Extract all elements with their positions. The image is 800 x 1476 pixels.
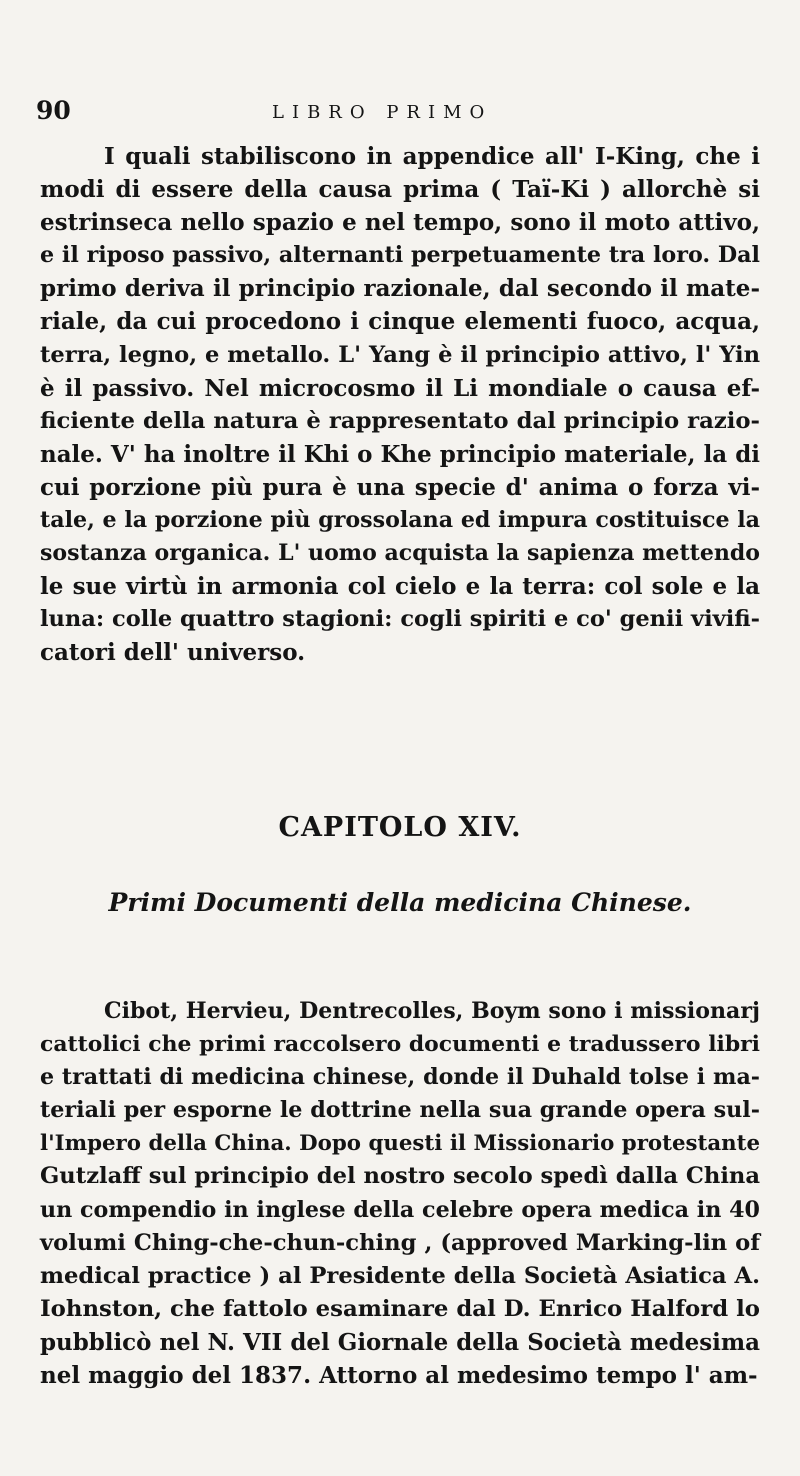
text-line: terra, legno, e metallo. L' Yang è il principio attivo, l' Yin <box>40 341 760 368</box>
text-line: sostanza organica. L' uomo acquista la sapienza mettendo <box>40 540 760 567</box>
text-line: nel maggio del 1837. Attorno al medesimo tempo l' am- <box>40 1362 758 1390</box>
text-line: primo deriva il principio razionale, dal secondo il mate- <box>40 275 760 303</box>
text-line: Gutzlaff sul principio del nostro secolo spedì dalla China <box>40 1163 760 1190</box>
text-line: modi di essere della causa prima ( Taï-Ki ) allorchè si <box>40 176 760 204</box>
text-line: ficiente della natura è rappresentato dal principio razio- <box>40 407 760 434</box>
text-line: le sue virtù in armonia col cielo e la terra: col sole e la <box>40 573 760 601</box>
text-line: estrinseca nello spazio e nel tempo, sono il moto attivo, <box>40 209 760 237</box>
paragraph-2 <box>40 995 760 1392</box>
text-line: luna: colle quattro stagioni: cogli spiriti e co' genii vivifi- <box>40 606 760 633</box>
text-line: pubblicò nel N. VII del Giornale della Società medesima <box>40 1328 760 1356</box>
text-line: Cibot, Hervieu, Dentrecolles, Boym sono i missionarj <box>104 998 760 1024</box>
text-line: e il riposo passivo, alternanti perpetuamente tra loro. Dal <box>40 242 760 269</box>
text-line: nale. V' ha inoltre il Khi o Khe principio materiale, la di <box>40 440 760 468</box>
chapter-subtitle: Primi Documenti della medicina Chinese. <box>108 888 692 917</box>
text-line: teriali per esporne le dottrine nella sua grande opera sul- <box>40 1097 760 1124</box>
text-line: l'Impero della China. Dopo questi il Missionario protestante <box>40 1131 760 1157</box>
text-line: tale, e la porzione più grossolana ed impura costituisce la <box>40 507 761 534</box>
running-head: LIBRO PRIMO <box>272 102 493 123</box>
page-number: 90 <box>36 96 71 125</box>
text-line: e trattati di medicina chinese, donde il Duhald tolse i ma- <box>40 1064 760 1091</box>
text-line: I quali stabiliscono in appendice all' I-King, che i <box>104 143 760 170</box>
paragraph-1 <box>40 140 760 670</box>
text-line: cattolici che primi raccolsero documenti e tradussero libri <box>40 1031 760 1058</box>
text-line: medical practice ) al Presidente della Società Asiatica A. <box>40 1262 760 1289</box>
text-line: è il passivo. Nel microcosmo il Li mondiale o causa ef- <box>40 374 760 402</box>
text-line: cui porzione più pura è una specie d' anima o forza vi- <box>40 473 760 501</box>
text-line: riale, da cui procedono i cinque elementi fuoco, acqua, <box>40 308 760 336</box>
chapter-title: CAPITOLO XIV. <box>278 812 522 843</box>
text-line: catori dell' universo. <box>40 639 306 667</box>
text-line: volumi Ching-che-chun-ching , (approved Marking-lin of <box>40 1229 760 1256</box>
page-header <box>36 96 760 136</box>
text-line: un compendio in inglese della celebre opera medica in 40 <box>40 1196 760 1223</box>
text-line: Iohnston, che fattolo esaminare dal D. Enrico Halford lo <box>40 1295 760 1322</box>
